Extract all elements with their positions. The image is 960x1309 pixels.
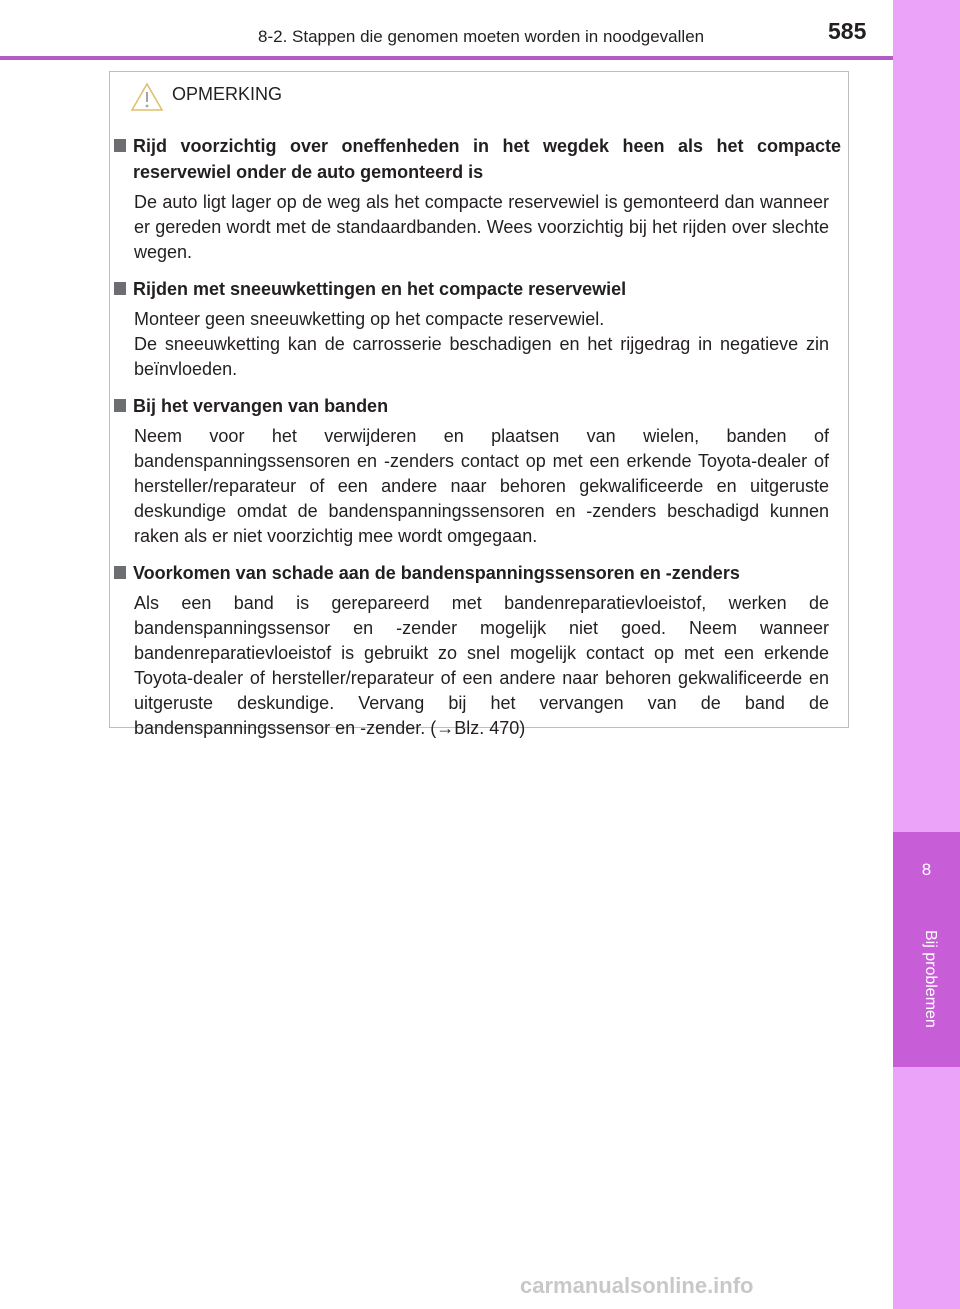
section-heading-text: Rijden met sneeuwkettingen en het compacte reservewiel bbox=[133, 279, 627, 299]
section-body-paragraph: Neem voor het verwijderen en plaatsen van wielen, banden of bandenspanningssensoren en -zenders contact op met een erkende Toyota-dealer of hersteller/reparateur of een andere naar behoren gekwalificeerde en uitgeruste deskundige omdat de bandenspanningssensoren en -zenders beschadigd kunnen raken als er niet voorzichtig mee wordt omgegaan. bbox=[134, 426, 829, 546]
section-heading bbox=[114, 276, 841, 302]
notice-section bbox=[114, 276, 841, 382]
section-body-paragraph: De sneeuwketting kan de carrosserie beschadigen en het rijgedrag in negatieve zin beïnvloeden. bbox=[134, 334, 829, 379]
chapter-number: 8 bbox=[921, 860, 932, 879]
notice-label: OPMERKING bbox=[172, 84, 283, 104]
section-heading bbox=[114, 393, 841, 419]
square-bullet-icon bbox=[114, 139, 126, 152]
notice-section bbox=[114, 560, 841, 741]
notice-section bbox=[114, 393, 841, 549]
square-bullet-icon bbox=[114, 399, 126, 412]
section-body-paragraph: De auto ligt lager op de weg als het compacte reservewiel is gemonteerd dan wanneer er gereden wordt met de standaardbanden. Wees voorzichtig bij het rijden over slechte wegen. bbox=[134, 192, 829, 262]
square-bullet-icon bbox=[114, 566, 126, 579]
section-body-paragraph: Als een band is gerepareerd met bandenreparatievloeistof, werken de bandenspanningssensor en -zender mogelijk niet goed. Neem wanneer bandenreparatievloeistof is gebruikt zo snel mogelijk contact op met een erkende Toyota-dealer of hersteller/reparateur of een andere naar behoren gekwalificeerde en uitgeruste deskundige. Vervang bij het vervangen van de band de bandenspanningssensor en -zender. (→Blz. 470) bbox=[134, 593, 829, 738]
notice-section bbox=[114, 133, 841, 265]
square-bullet-icon bbox=[114, 282, 126, 295]
section-heading bbox=[114, 133, 841, 185]
page-number: 585 bbox=[828, 18, 867, 44]
chapter-title: Bij problemen bbox=[922, 930, 939, 1028]
notice-content bbox=[114, 133, 841, 752]
chapter-side-tab bbox=[893, 0, 960, 1309]
section-body bbox=[114, 307, 841, 382]
header-rule bbox=[0, 56, 893, 60]
section-body bbox=[114, 591, 841, 741]
section-heading-text: Bij het vervangen van banden bbox=[133, 396, 389, 416]
section-body-paragraph: Monteer geen sneeuwketting op het compacte reservewiel. bbox=[134, 309, 605, 329]
watermark: carmanualsonline.info bbox=[520, 1273, 754, 1298]
section-heading-text: Voorkomen van schade aan de bandenspanningssensoren en -zenders bbox=[133, 563, 740, 583]
section-title: 8-2. Stappen die genomen moeten worden in noodgevallen bbox=[258, 27, 705, 46]
section-heading bbox=[114, 560, 841, 586]
section-body bbox=[114, 424, 841, 549]
warning-triangle-icon bbox=[130, 82, 164, 112]
section-heading-text: Rijd voorzichtig over oneffenheden in het wegdek heen als het compacte reservewiel onder de auto gemonteerd is bbox=[133, 136, 841, 182]
section-body bbox=[114, 190, 841, 265]
